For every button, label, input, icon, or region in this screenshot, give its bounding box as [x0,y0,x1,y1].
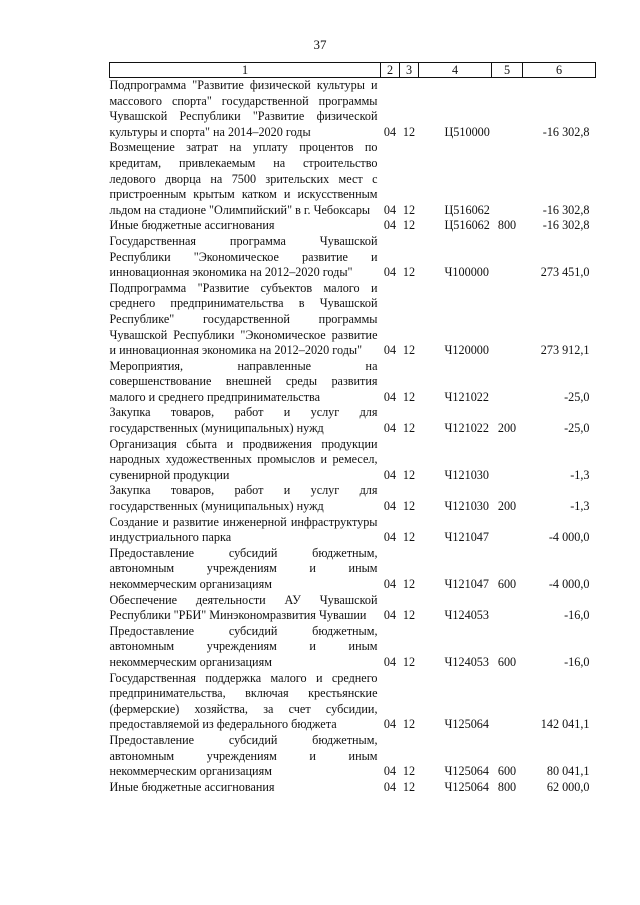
row-subsection: 12 [402,654,416,669]
column-header-5: 5 [492,63,523,78]
row-amount: -4 000,0 [548,577,590,591]
row-name: Создание и развитие инженерной инфраструктуры индустриального парка [109,514,378,545]
row-amount: -16,0 [564,608,590,623]
table-row [110,546,596,593]
page-number: 37 [313,37,327,52]
row-amount: -1,3 [570,467,590,482]
row-expense-type [492,437,523,484]
row-amount: -16 302,8 [542,218,590,233]
row-target-code: Ч125064 [444,717,489,732]
row-name: Иные бюджетные ассигнования [109,779,275,794]
table-row [110,671,596,733]
row-name: Предоставление субсидий бюджетным, автономным учреждениям и иным некоммерческим организациям [109,623,378,669]
column-header-2: 2 [381,63,400,78]
row-subsection: 12 [402,577,416,591]
budget-table [109,62,596,795]
row-expense-type [492,671,523,733]
table-row [110,780,596,796]
row-subsection: 12 [402,343,416,358]
row-name: Закупка товаров, работ и услуг для государственных (муниципальных) нужд [109,483,378,514]
row-target-code: Ц516062 [444,218,490,233]
row-target-code: Ц516062 [444,202,490,217]
table-row [110,593,596,624]
table-row [110,624,596,671]
row-amount: -16 302,8 [542,202,590,217]
row-name: Подпрограмма "Развитие физической культуры и массового спорта" государственной программы Чувашской Республики "Развитие физической культуры и спорта" на 2014–2020 годы [109,78,378,139]
table-row [110,733,596,780]
row-amount: 273 451,0 [540,265,590,280]
row-target-code: Ч121022 [444,389,489,404]
row-expense-type: 200 [497,421,517,436]
row-amount: 80 041,1 [546,764,590,779]
row-name: Возмещение затрат на уплату процентов по кредитам, привлекаемым на строительство ледового дворца на 7500 зрительских мест с пристроенным крытым катком и искусственным льдом на стадионе "Олимпийский" в г. Чебоксары [109,140,378,217]
row-section: 04 [383,389,397,404]
row-name: Государственная программа Чувашской Республики "Экономическое развитие и инновационная экономика на 2012–2020 годы" [109,233,378,280]
row-amount: 62 000,0 [546,779,590,794]
table-row [110,140,596,218]
row-target-code: Ч121022 [444,421,489,436]
row-target-code: Ч120000 [444,343,489,358]
row-name: Предоставление субсидий бюджетным, автономным учреждениям и иным некоммерческим организациям [109,732,378,779]
row-target-code: Ч125064 [444,779,489,794]
table-header [110,63,596,78]
row-target-code: Ч124053 [444,608,489,623]
row-expense-type [492,359,523,406]
row-name: Иные бюджетные ассигнования [109,218,275,233]
row-section: 04 [383,779,397,794]
row-section: 04 [383,343,397,358]
row-name: Предоставление субсидий бюджетным, автономным учреждениям и иным некоммерческим организациям [109,545,378,591]
row-section: 04 [383,202,397,217]
row-section: 04 [383,717,397,732]
column-header-4: 4 [419,63,492,78]
table-row [110,78,596,141]
row-expense-type [492,593,523,624]
table-row [110,515,596,546]
row-expense-type [492,234,523,281]
row-amount: -16,0 [564,654,590,669]
row-expense-type: 200 [497,499,517,514]
table-row [110,437,596,484]
row-section: 04 [383,421,397,436]
row-subsection: 12 [402,467,416,482]
row-target-code: Ч100000 [444,265,489,280]
row-subsection: 12 [402,499,416,514]
row-name: Организация сбыта и продвижения продукции народных художественных промыслов и ремесел, сувенирной продукции [109,436,378,482]
row-section: 04 [383,467,397,482]
row-subsection: 12 [402,265,416,280]
row-target-code: Ч124053 [444,654,489,669]
row-target-code: Ч121047 [444,577,489,591]
row-expense-type: 600 [497,764,517,779]
row-subsection: 12 [402,608,416,623]
row-subsection: 12 [402,530,416,545]
row-section: 04 [383,124,397,139]
row-expense-type: 600 [497,654,517,669]
row-amount: -25,0 [564,421,590,436]
row-expense-type [492,515,523,546]
column-header-1: 1 [110,63,381,78]
row-section: 04 [383,265,397,280]
row-expense-type: 600 [497,577,517,591]
row-expense-type [492,78,523,141]
row-target-code: Ч121047 [444,530,489,545]
row-expense-type [492,281,523,359]
row-name: Государственная поддержка малого и среднего предпринимательства, включая крестьянские (фермерские) хозяйства, за счет субсидии, предоставляемой из федерального бюджета [109,670,378,732]
row-name: Подпрограмма "Развитие субъектов малого и среднего предпринимательства в Чувашской Республике" государственной программы Чувашской Республики "Экономическое развитие и инновационная экономика на 2012–2020 годы" [109,280,378,358]
row-expense-type: 800 [497,779,517,794]
row-amount: -4 000,0 [548,530,590,545]
row-subsection: 12 [402,779,416,794]
row-section: 04 [383,577,397,591]
row-section: 04 [383,499,397,514]
row-subsection: 12 [402,717,416,732]
row-section: 04 [383,764,397,779]
row-expense-type: 800 [497,218,517,233]
column-header-3: 3 [400,63,419,78]
row-subsection: 12 [402,202,416,217]
table-row [110,483,596,514]
row-section: 04 [383,530,397,545]
row-amount: 273 912,1 [540,343,590,358]
row-section: 04 [383,608,397,623]
row-section: 04 [383,218,397,233]
row-target-code: Ч121030 [444,499,489,514]
row-amount: -25,0 [564,389,590,404]
row-subsection: 12 [402,421,416,436]
row-name: Мероприятия, направленные на совершенствование внешней среды развития малого и среднего предпринимательства [109,358,378,404]
table-row [110,218,596,234]
row-subsection: 12 [402,124,416,139]
table-row [110,234,596,281]
row-section: 04 [383,654,397,669]
row-amount: -16 302,8 [542,124,590,139]
row-subsection: 12 [402,389,416,404]
table-row [110,359,596,406]
row-amount: -1,3 [570,499,590,514]
header-row [110,63,596,78]
row-target-code: Ч121030 [444,467,489,482]
row-expense-type [492,140,523,218]
table-body [110,78,596,796]
row-subsection: 12 [402,764,416,779]
table-row [110,281,596,359]
row-subsection: 12 [402,218,416,233]
row-name: Обеспечение деятельности АУ Чувашской Республики "РБИ" Минэкономразвития Чувашии [109,592,378,623]
row-target-code: Ч125064 [444,764,489,779]
row-target-code: Ц510000 [444,124,490,139]
column-header-6: 6 [523,63,596,78]
table-row [110,405,596,436]
row-amount: 142 041,1 [540,717,590,732]
row-name: Закупка товаров, работ и услуг для государственных (муниципальных) нужд [109,405,378,436]
